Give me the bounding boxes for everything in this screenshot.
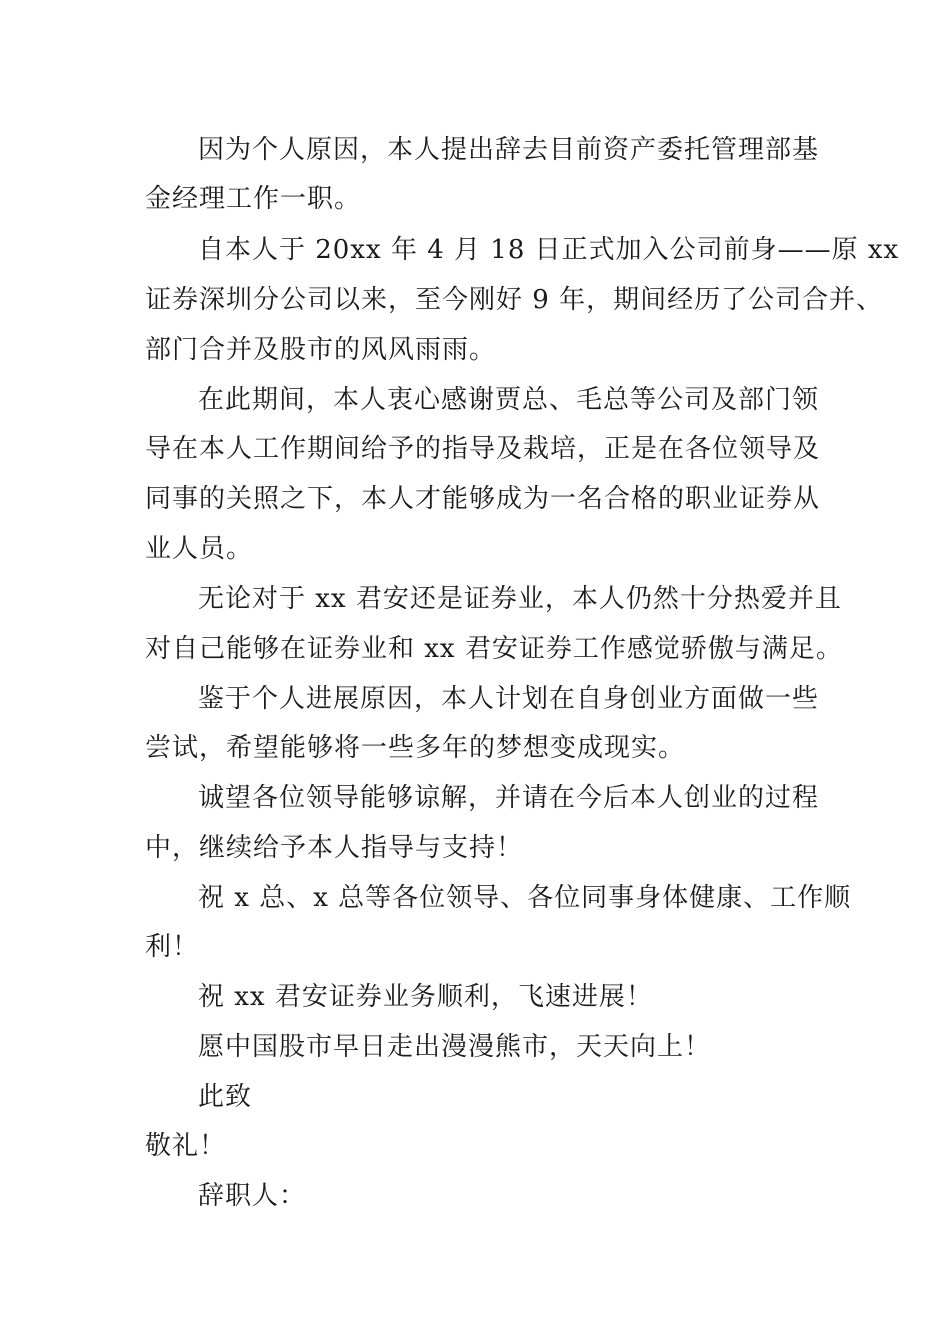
paragraph-6-line-2: 中，继续给予本人指导与支持！	[145, 833, 524, 863]
closing-salutation: 此致	[198, 1082, 253, 1112]
closing-regards: 敬礼！	[145, 1131, 227, 1161]
paragraph-4-line-1: 无论对于 xx 君安还是证券业，本人仍然十分热爱并且	[198, 584, 842, 614]
paragraph-6-line-1: 诚望各位领导能够谅解，并请在今后本人创业的过程	[198, 783, 820, 813]
paragraph-3-line-4: 业人员。	[145, 534, 254, 564]
paragraph-9: 愿中国股市早日走出漫漫熊市，天天向上！	[198, 1032, 712, 1062]
paragraph-5-line-2: 尝试，希望能够将一些多年的梦想变成现实。	[145, 733, 686, 763]
paragraph-1-line-2: 金经理工作一职。	[145, 184, 362, 214]
paragraph-3-line-3: 同事的关照之下，本人才能够成为一名合格的职业证券从	[145, 484, 821, 514]
paragraph-5-line-1: 鉴于个人进展原因，本人计划在自身创业方面做一些	[198, 684, 820, 714]
paragraph-3-line-2: 导在本人工作期间给予的指导及栽培，正是在各位领导及	[145, 434, 821, 464]
paragraph-1-line-1: 因为个人原因，本人提出辞去目前资产委托管理部基	[198, 135, 820, 165]
paragraph-8: 祝 xx 君安证券业务顺利，飞速进展！	[198, 982, 653, 1012]
paragraph-2-line-3: 部门合并及股市的风风雨雨。	[145, 335, 497, 365]
paragraph-4-line-2: 对自己能够在证券业和 xx 君安证券工作感觉骄傲与满足。	[145, 634, 843, 664]
paragraph-7-line-2: 利！	[145, 932, 200, 962]
paragraph-2-line-1: 自本人于 20xx 年 4 月 18 日正式加入公司前身——原 xx	[198, 235, 900, 265]
paragraph-2-line-2: 证券深圳分公司以来，至今刚好 9 年，期间经历了公司合并、	[145, 285, 884, 315]
paragraph-3-line-1: 在此期间，本人衷心感谢贾总、毛总等公司及部门领	[198, 385, 820, 415]
paragraph-7-line-1: 祝 x 总、x 总等各位领导、各位同事身体健康、工作顺	[198, 883, 852, 913]
signature-label: 辞职人：	[198, 1181, 307, 1211]
